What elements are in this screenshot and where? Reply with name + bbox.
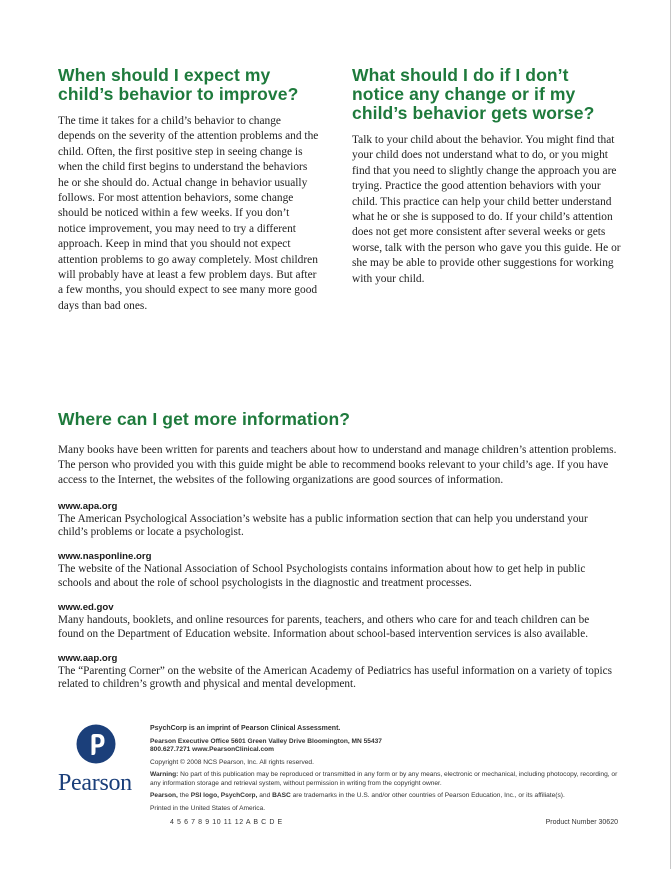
org-description: The American Psychological Association’s website has a public information section that can help you understand your child’s problems or locate a psychologist. [58,512,588,539]
trademark-text: are trademarks in the U.S. and/or other countries of Pearson Education, Inc., or its affiliate(s). [292,792,565,800]
footer-imprint: PsychCorp is an imprint of Pearson Clinical Assessment. [150,725,341,732]
pearson-wordmark: Pearson [58,770,132,796]
heading-more-information: Where can I get more information? [58,409,351,429]
section-improve [58,66,320,314]
paragraph-improve: The time it takes for a child’s behavior to change depends on the severity of the attention problems and the child. Often, the first positive step in seeing change is when the child first begins to understand the behaviors he or she should do. Actual change in behavior usually follows. For most attention behaviors, some change should be noticed within a few weeks. If you don’t notice improvement, you may need to try a different approach. Keep in mind that you should not expect attention problems to go away completely. Most children will probably have at least a few problem days. But after a few months, you should expect to see many more good days than bad ones. [58,115,319,312]
footer-contact [150,738,618,754]
org-description: The website of the National Association of School Psychologists contains information about how to get help in public schools and about the role of school psychologists in the diagnostic and treatment processes. [58,563,586,589]
trademark-psi: PSI logo, PsychCorp, [190,792,258,800]
product-number: Product Number 30620 [545,819,618,827]
footer-number-row [150,819,618,829]
org-entry-aap [58,653,618,692]
trademark-text: and [259,792,271,800]
pearson-p-icon [76,724,116,764]
trademark-basc: BASC [272,792,291,800]
footer-printed: Printed in the United States of America. [150,804,266,812]
paragraph-no-change: Talk to your child about the behavior. You might find that your child does not understand what to do, or you might find that you need to slightly change the approach you are trying. Practice the good attention behaviors with your child. This practice can help your child better understand what he or she is supposed to do. If your child’s attention does not get more consistent after several weeks or gets worse, talk with the person who gave you this guide. He or she may be able to provide other suggestions for working with your child. [352,134,621,285]
print-numbers: 4 5 6 7 8 9 10 11 12 A B C D E [170,819,283,827]
trademark-pearson: Pearson, [150,792,178,800]
footer [150,725,618,829]
footer-trademarks [150,792,618,800]
org-entry-ed [58,602,618,641]
org-url-link[interactable]: www.aap.org [58,653,118,665]
org-description: Many handouts, booklets, and online resources for parents, teachers, and others who care for and teach children can be found on the Department of Education website. Information about school-based intervention services is also available. [58,614,590,640]
section-more-information [58,410,618,692]
footer-address: Pearson Executive Office 5601 Green Valley Drive Bloomington, MN 55437 [150,737,382,745]
org-entry-apa [58,501,618,540]
section-no-change [352,66,622,287]
footer-warning-text: No part of this publication may be reproduced or transmitted in any form or by any means, electronic or mechanical, including photocopy, recording, or any information storage and retrieval system, without permission in writing from the copyright owner. [150,771,618,787]
trademark-text: the [179,792,189,800]
footer-copyright: Copyright © 2008 NCS Pearson, Inc. All rights reserved. [150,758,314,766]
heading-improve: When should I expect my child’s behavior to improve? [58,65,299,104]
footer-warning-label: Warning: [150,771,179,779]
heading-no-change: What should I do if I don’t notice any change or if my child’s behavior gets worse? [352,65,595,123]
org-url-link[interactable]: www.ed.gov [58,602,114,614]
pearson-logo [58,724,140,797]
org-description: The “Parenting Corner” on the website of the American Academy of Pediatrics has useful information on a variety of topics related to children’s growth and physical and mental development. [58,665,612,691]
footer-phone-web: 800.627.7271 www.PearsonClinical.com [150,745,275,753]
org-entry-nasp [58,551,618,590]
paragraph-more-information: Many books have been written for parents and teachers about how to understand and manage children’s attention problems. The person who provided you with this guide might be able to recommend books relevant to your child’s age. If you have access to the Internet, the websites of the following organizations are good sources of information. [58,444,617,487]
org-url-link[interactable]: www.apa.org [58,500,118,512]
org-url-link[interactable]: www.nasponline.org [58,551,152,563]
footer-warning [150,771,618,787]
